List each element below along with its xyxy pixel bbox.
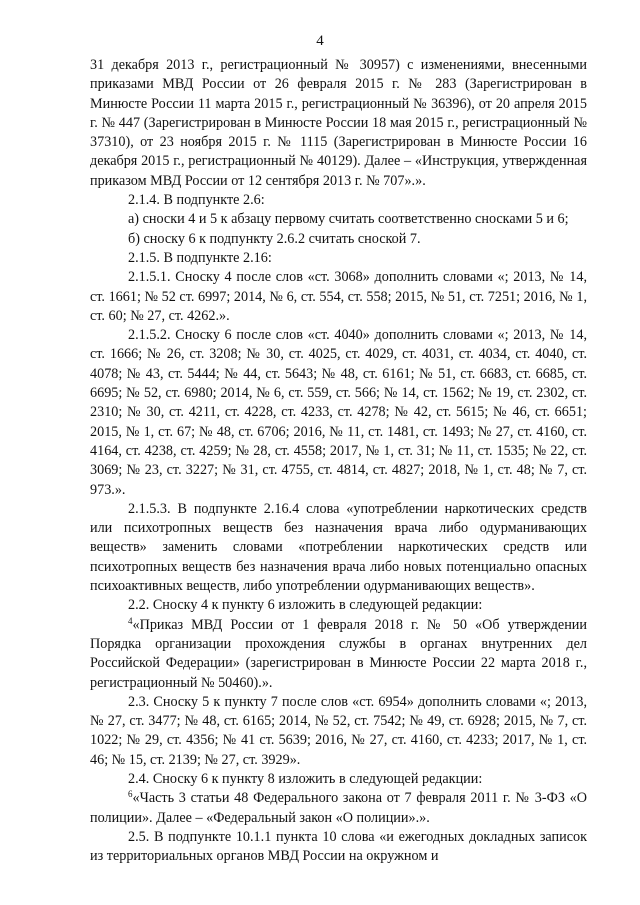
- document-body: [90, 56, 587, 866]
- paragraph: 2.5. В подпункте 10.1.1 пункта 10 слова «и ежегодных докладных записок из территориальных органов МВД России на окружном и: [90, 828, 587, 865]
- paragraph: 2.1.4. В подпункте 2.6:: [128, 192, 265, 209]
- paragraph: 2.2. Сноску 4 к пункту 6 изложить в следующей редакции:: [128, 597, 483, 614]
- paragraph: 31 декабря 2013 г., регистрационный № 30957) с изменениями, внесенными приказами МВД России от 26 февраля 2015 г. № 283 (Зарегистрирован в Минюсте России 11 марта 2015 г., регистрационный № 36396), от 20 апреля 2015 г. № 447 (Зарегистрирован в Минюсте России 18 мая 2015 г., регистрационный № 37310), от 23 ноября 2015 г. № 1115 (Зарегистрирован в Минюсте России 16 декабря 2015 г., регистрационный № 40129). Далее – «Инструкция, утвержденная приказом МВД России от 12 сентября 2013 г. № 707».».: [90, 57, 587, 189]
- footnote-marker: 6: [128, 789, 133, 800]
- paragraph: 2.1.5.2. Сноску 6 после слов «ст. 4040» дополнить словами «; 2013, № 14, ст. 1666; № 26, ст. 3208; № 30, ст. 4025, ст. 4029, ст. 4031, ст. 4034, ст. 4040, ст. 4078; № 43, ст. 5444; № 44, ст. 5643; № 48, ст. 6161; № 51, ст. 6683, ст. 6685, ст. 6695; № 52, ст. 6980; 2014, № 6, ст. 559, ст. 566; № 14, ст. 1562; № 19, ст. 2302, ст. 2310; № 30, ст. 4211, ст. 4228, ст. 4233, ст. 4278; № 42, ст. 5615; № 46, ст. 6651; 2015, № 1, ст. 67; № 48, ст. 6706; 2016, № 11, ст. 1481, ст. 1493; № 27, ст. 4160, ст. 4164, ст. 4238, ст. 4259; № 28, ст. 4558; 2017, № 1, ст. 31; № 11, ст. 1535; № 22, ст. 3069; № 23, ст. 3227; № 31, ст. 4755, ст. 4814, ст. 4827; 2018, № 1, ст. 48; № 7, ст. 973.».: [90, 327, 587, 498]
- paragraph: 2.1.5.1. Сноску 4 после слов «ст. 3068» дополнить словами «; 2013, № 14, ст. 1661; № 52 ст. 6997; 2014, № 6, ст. 554, ст. 558; 2015, № 51, ст. 7251; 2016, № 1, ст. 60; № 27, ст. 4262.».: [90, 269, 587, 324]
- page-number: 4: [316, 33, 324, 49]
- footnote-marker: 4: [128, 615, 133, 626]
- paragraph: 2.3. Сноску 5 к пункту 7 после слов «ст. 6954» дополнить словами «; 2013, № 27, ст. 3477; № 48, ст. 6165; 2014, № 52, ст. 7542; № 49, ст. 6928; 2015, № 7, ст. 1022; № 29, ст. 4356; № 41 ст. 5639; 2016, № 27, ст. 4160, ст. 4233; 2017, № 1, ст. 46; № 15, ст. 2139; № 27, ст. 3929».: [90, 693, 587, 768]
- paragraph: 2.1.5.3. В подпункте 2.16.4 слова «употреблении наркотических средств или психотропных веществ без назначения врача либо одурманивающих веществ» заменить словами «потреблении наркотических средств или психотропных веществ без назначения врача либо новых потенциально опасных психоактивных веществ, либо употреблении одурманивающих веществ».: [90, 500, 587, 595]
- paragraph-text: «Приказ МВД России от 1 февраля 2018 г. № 50 «Об утверждении Порядка организации прохождения службы в органах внутренних дел Российской Федерации» (зарегистрирован в Минюсте России 22 марта 2018 г., регистрационный № 50460).».: [90, 616, 587, 691]
- paragraph-text: «Часть 3 статьи 48 Федерального закона от 7 февраля 2011 г. № 3-ФЗ «О полиции». Далее – «Федеральный закон «О полиции».».: [90, 790, 587, 826]
- paragraph: б) сноску 6 к подпункту 2.6.2 считать сноской 7.: [128, 230, 421, 247]
- paragraph: 2.1.5. В подпункте 2.16:: [128, 249, 272, 266]
- footnote-paragraph: [90, 789, 587, 828]
- paragraph: а) сноски 4 и 5 к абзацу первому считать соответственно сносками 5 и 6;: [128, 211, 569, 228]
- footnote-paragraph: [90, 616, 587, 693]
- paragraph: 2.4. Сноску 6 к пункту 8 изложить в следующей редакции:: [128, 770, 483, 787]
